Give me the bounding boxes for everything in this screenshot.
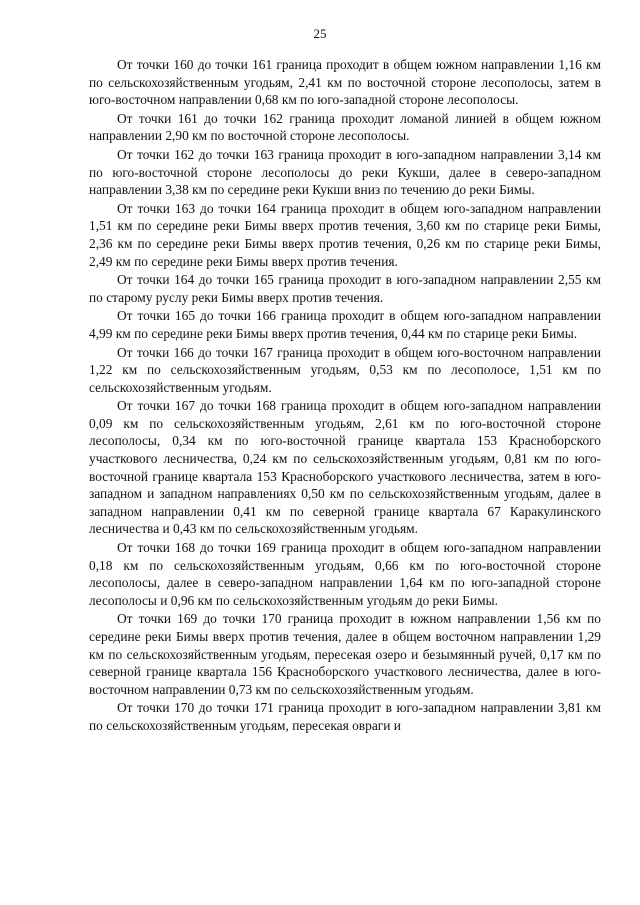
paragraph-165-166: От точки 165 до точки 166 граница проходит в общем юго-западном направлении 4,99 км по середине реки Бимы вверх против течения, 0,44 км по старице реки Бимы.: [89, 308, 601, 341]
paragraph-169-170: От точки 169 до точки 170 граница проходит в южном направлении 1,56 км по середине реки Бимы вверх против течения, далее в общем восточном направлении 1,29 км по сельскохозяйственным угодьям, пересекая озеро и безымянный ручей, 0,17 км по северной границе квартала 156 Красноборского участкового лесничества, далее в юго-восточном направлении 0,73 км по сельскохозяйственным угодьям.: [89, 611, 601, 697]
paragraph-166-167: От точки 166 до точки 167 граница проходит в общем юго-восточном направлении 1,22 км по сельскохозяйственным угодьям, 0,53 км по лесополосе, 1,51 км по сельскохозяйственным угодьям.: [89, 344, 601, 395]
paragraph-162-163: От точки 162 до точки 163 граница проходит в юго-западном направлении 3,14 км по юго-восточной стороне лесополосы до реки Кукши, далее в северо-западном направлении 3,38 км по середине реки Кукши вниз по течению до реки Бимы.: [89, 146, 601, 198]
paragraph-160-161: От точки 160 до точки 161 граница проходит в общем южном направлении 1,16 км по сельскохозяйственным угодьям, 2,41 км по восточной стороне лесополосы, затем в юго-восточном направлении 0,68 км по юго-западной стороне лесополосы.: [89, 57, 601, 108]
paragraph-163-164: От точки 163 до точки 164 граница проходит в общем юго-западном направлении 1,51 км по середине реки Бимы вверх против течения, 3,60 км по старице реки Бимы, 2,36 км по середине реки Бимы вверх против течения, 0,26 км по старице реки Бимы, 2,49 км по середине реки Бимы вверх против течения.: [89, 200, 601, 269]
paragraph-161-162: От точки 161 до точки 162 граница проходит ломаной линией в общем южном направлении 2,90 км по восточной стороне лесополосы.: [89, 110, 601, 144]
paragraph-167-168: От точки 167 до точки 168 граница проходит в общем юго-западном направлении 0,09 км по сельскохозяйственным угодьям, 2,61 км по юго-восточной стороне лесополосы, 0,34 км по юго-восточной границе квартала 153 Красноборского участкового лесничества, 0,24 км по сельскохозяйственным угодьям, 0,81 км по юго-восточной границе квартала 153 Красноборского участкового лесничества, затем в юго-западном и западном направлениях 0,50 км по сельскохозяйственным угодьям, далее в западном направлении 0,41 км по северной границе квартала 67 Каракулинского лесничества и 0,43 км по сельскохозяйственным угодьям.: [89, 398, 601, 537]
body-text: [89, 56, 601, 736]
paragraph-170-171: От точки 170 до точки 171 граница проходит в юго-западном направлении 3,81 км по сельскохозяйственным угодьям, пересекая овраги и: [89, 700, 601, 733]
paragraph-164-165: От точки 164 до точки 165 граница проходит в юго-западном направлении 2,55 км по старому руслу реки Бимы вверх против течения.: [89, 272, 601, 305]
page-number: 25: [313, 26, 327, 41]
paragraph-168-169: От точки 168 до точки 169 граница проходит в общем юго-западном направлении 0,18 км по сельскохозяйственным угодьям, 0,66 км по юго-восточной стороне лесополосы, далее в северо-западном направлении 1,64 км по юго-западной стороне лесополосы и 0,96 км по сельскохозяйственным угодьям до реки Бимы.: [89, 540, 601, 608]
